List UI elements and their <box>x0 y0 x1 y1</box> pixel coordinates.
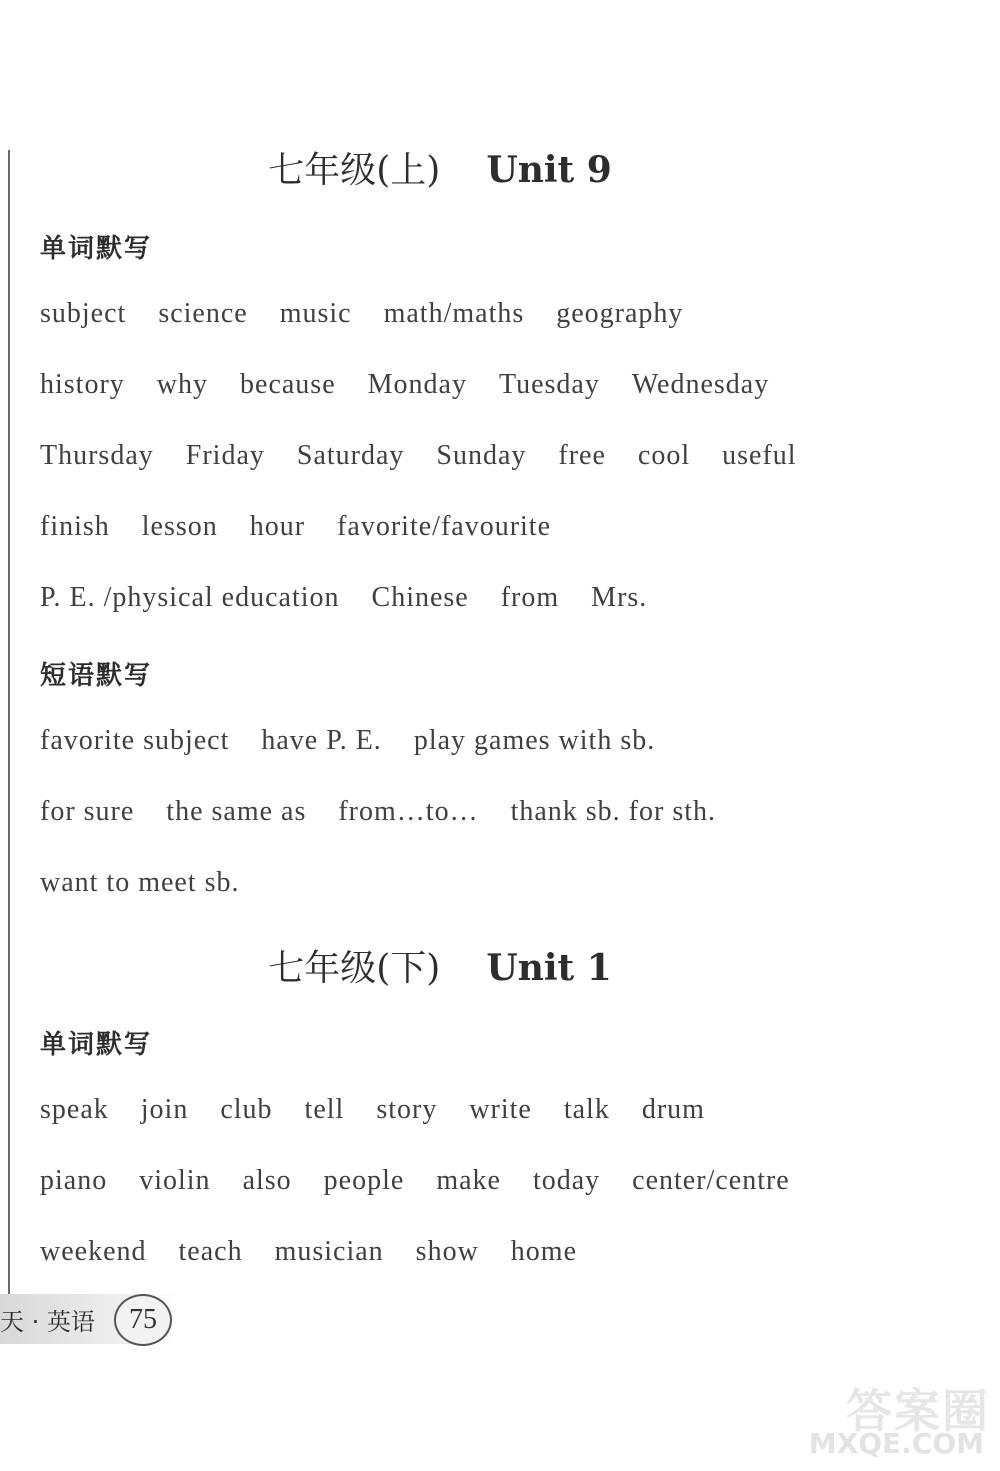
vocab-item: hour <box>249 511 306 542</box>
section-2-words-label: 单词默写 <box>40 1030 153 1060</box>
vocab-item: Saturday <box>296 440 405 471</box>
section-2-word-row-1 <box>40 1094 940 1134</box>
section-2-unit: Unit 1 <box>486 947 612 989</box>
vocab-item: join <box>140 1094 189 1125</box>
section-1-heading <box>0 142 880 193</box>
vocab-item: tell <box>304 1094 345 1125</box>
vocab-item: Friday <box>185 440 265 471</box>
vocab-item: want to meet sb. <box>40 867 240 898</box>
vocab-item: Mrs. <box>591 582 648 613</box>
section-1-word-row-4 <box>40 511 940 551</box>
vocab-item: center/centre <box>632 1165 790 1196</box>
vocab-item: have P. E. <box>261 725 382 756</box>
vocab-item: for sure <box>40 796 135 827</box>
vocab-item: favorite/favourite <box>337 511 552 542</box>
section-1-phrase-row-1 <box>40 725 940 765</box>
vocab-item: subject <box>40 298 127 329</box>
section-1-unit: Unit 9 <box>486 149 612 191</box>
section-1-word-row-3 <box>40 440 940 480</box>
vocab-item: make <box>436 1165 501 1196</box>
vocab-item: Thursday <box>40 440 154 471</box>
footer-subject: 天 · 英语 <box>0 1308 95 1336</box>
vocab-item: from…to… <box>338 796 479 827</box>
vocab-item: history <box>40 369 125 400</box>
vocab-item: cool <box>637 440 691 471</box>
vocab-item: P. E. /physical education <box>40 582 340 613</box>
vocab-item: geography <box>556 298 684 329</box>
margin-line <box>8 150 10 1295</box>
vocab-item: because <box>240 369 336 400</box>
vocab-item: talk <box>563 1094 610 1125</box>
vocab-item: math/maths <box>383 298 525 329</box>
vocab-item: story <box>376 1094 438 1125</box>
section-2-grade: 七年级(下) <box>268 948 441 989</box>
vocab-item: drum <box>641 1094 705 1125</box>
vocab-item: lesson <box>141 511 218 542</box>
vocab-item: Monday <box>367 369 467 400</box>
vocab-item: music <box>279 298 352 329</box>
vocab-item: also <box>242 1165 292 1196</box>
section-1-word-row-1 <box>40 298 940 338</box>
watermark-text-cn: 答案圈 <box>846 1384 990 1438</box>
vocab-item: Sunday <box>436 440 527 471</box>
section-2-word-row-2 <box>40 1165 940 1205</box>
section-1-word-row-2 <box>40 369 940 409</box>
vocab-item: write <box>469 1094 532 1125</box>
section-1-word-row-5 <box>40 582 940 622</box>
vocab-item: from <box>500 582 560 613</box>
vocab-item: Chinese <box>371 582 469 613</box>
page-number: 75 <box>114 1294 172 1346</box>
vocab-item: today <box>532 1165 601 1196</box>
section-1-phrase-row-3 <box>40 867 940 907</box>
vocab-item: musician <box>274 1236 384 1267</box>
vocab-item: speak <box>40 1094 109 1125</box>
section-2-word-row-3 <box>40 1236 940 1276</box>
vocab-item: Wednesday <box>631 369 770 400</box>
vocab-item: home <box>510 1236 578 1267</box>
vocab-item: violin <box>139 1165 211 1196</box>
vocab-item: thank sb. for sth. <box>510 796 717 827</box>
vocab-item: play games with sb. <box>413 725 656 756</box>
vocab-item: piano <box>40 1165 108 1196</box>
vocab-item: science <box>158 298 248 329</box>
section-1-grade: 七年级(上) <box>268 150 441 191</box>
vocab-item: why <box>156 369 209 400</box>
vocab-item: Tuesday <box>498 369 600 400</box>
section-1-words-label: 单词默写 <box>40 234 153 264</box>
vocab-item: people <box>323 1165 405 1196</box>
vocab-item: show <box>415 1236 479 1267</box>
vocab-item: free <box>558 440 606 471</box>
watermark-text-en: MXQE.COM <box>808 1427 984 1460</box>
vocab-item: teach <box>178 1236 243 1267</box>
vocab-item: weekend <box>40 1236 147 1267</box>
section-2-heading <box>0 940 880 991</box>
section-1-phrases-label: 短语默写 <box>40 661 153 691</box>
watermark-logo <box>810 1375 990 1465</box>
vocab-item: finish <box>40 511 110 542</box>
vocab-item: useful <box>722 440 797 471</box>
vocab-item: the same as <box>166 796 307 827</box>
section-1-phrase-row-2 <box>40 796 940 836</box>
vocab-item: favorite subject <box>40 725 230 756</box>
vocab-item: club <box>220 1094 273 1125</box>
